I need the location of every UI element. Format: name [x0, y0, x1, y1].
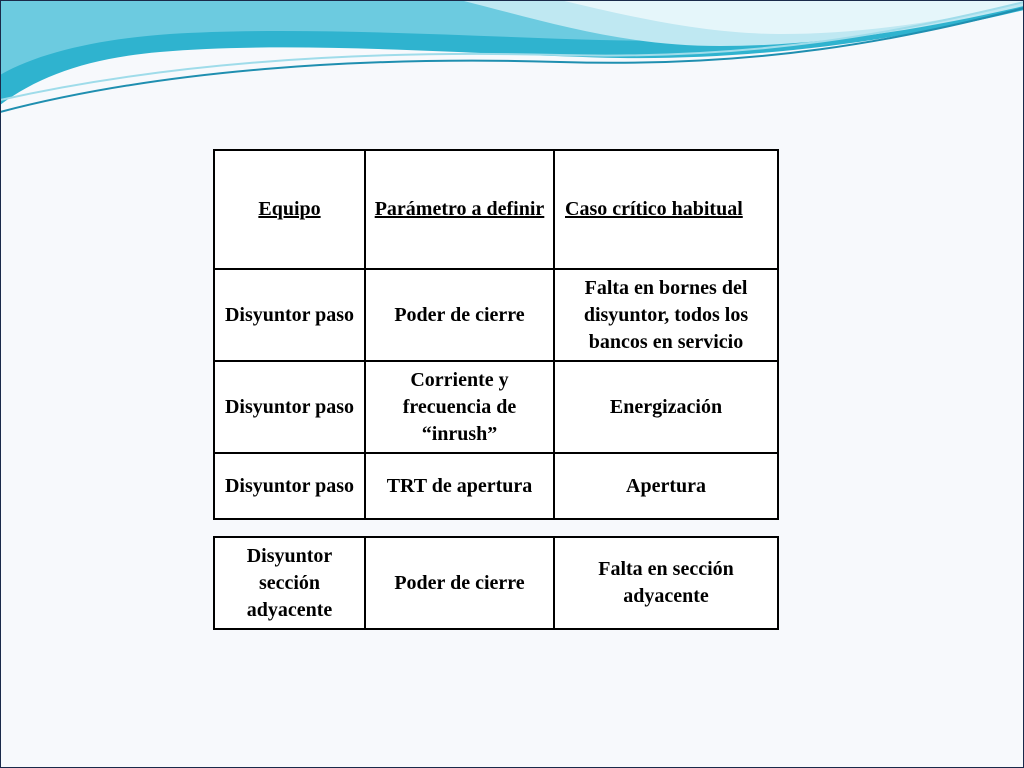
cell-parametro: TRT de apertura	[365, 453, 554, 519]
extra-table	[213, 536, 779, 630]
table-row	[214, 361, 778, 453]
table-header-row	[214, 150, 778, 269]
cell-parametro: Poder de cierre	[365, 537, 554, 629]
cell-caso-critico: Energización	[554, 361, 778, 453]
main-table	[213, 149, 779, 520]
table-row	[214, 269, 778, 361]
cell-caso-critico: Falta en sección adyacente	[554, 537, 778, 629]
header-equipo: Equipo	[214, 150, 365, 269]
cell-parametro: Poder de cierre	[365, 269, 554, 361]
cell-equipo: Disyuntor paso	[214, 453, 365, 519]
header-wave-decoration	[0, 0, 1024, 130]
header-caso-critico: Caso crítico habitual	[554, 150, 778, 269]
cell-caso-critico: Falta en bornes del disyuntor, todos los bancos en servicio	[554, 269, 778, 361]
cell-caso-critico: Apertura	[554, 453, 778, 519]
table-row	[214, 453, 778, 519]
header-parametro: Parámetro a definir	[365, 150, 554, 269]
cell-parametro: Corriente y frecuencia de “inrush”	[365, 361, 554, 453]
cell-equipo: Disyuntor sección adyacente	[214, 537, 365, 629]
table-row	[214, 537, 778, 629]
cell-equipo: Disyuntor paso	[214, 361, 365, 453]
cell-equipo: Disyuntor paso	[214, 269, 365, 361]
